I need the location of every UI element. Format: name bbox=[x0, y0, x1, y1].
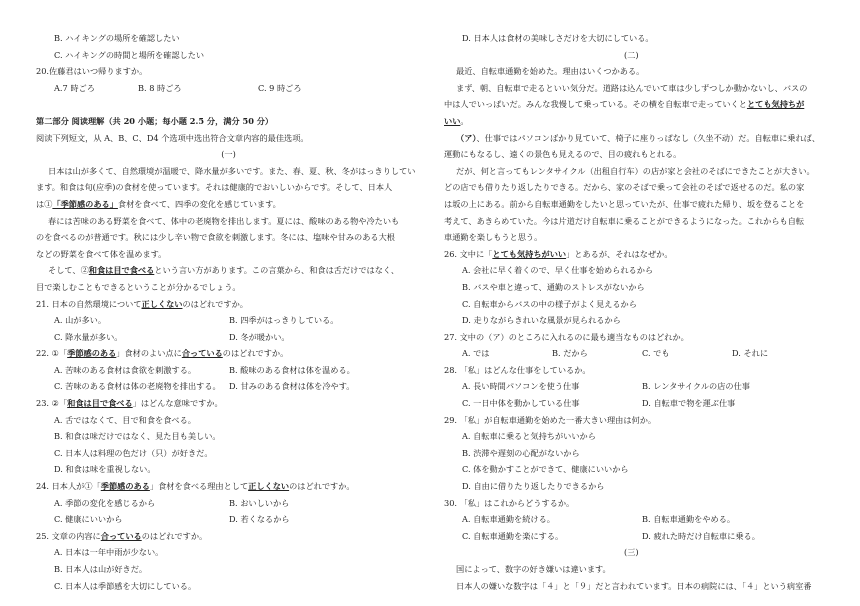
q27-option-d: D. それに bbox=[732, 348, 769, 359]
passage1-line: 春には苦味のある野菜を食べて、体中の老廃物を排出します。夏には、酸味のある物や冷たいも bbox=[48, 215, 400, 226]
underlined-phrase: 和食は目で食べる bbox=[88, 265, 155, 276]
q26-option-d: D. 走りながらきれいな風景が見られるから bbox=[462, 315, 621, 326]
q26-option-b: B. バスや車と違って、通勤のストレスがないから bbox=[462, 281, 645, 292]
q29-option-b: B. 渋滞や遅刻の心配がないから bbox=[462, 447, 580, 458]
passage2-line: 考えて、あきらめていた。今は片道だけ自転車に乗ることができるようになった。これからも自転 bbox=[444, 215, 805, 226]
passage1-line: などの野菜を食べて体を温めます。 bbox=[36, 248, 167, 259]
q21-option-b: B. 四季がはっきりしている。 bbox=[229, 315, 339, 326]
passage2-line: 運動にもなるし、遠くの景色も見えるので、目の疲れもとれる。 bbox=[444, 149, 682, 160]
passage2-line: 最近、自転車通勤を始めた。理由はいくつかある。 bbox=[456, 66, 645, 77]
q21-option-d: D. 冬が暖かい。 bbox=[229, 331, 290, 342]
underlined-phrase: 「季節感のある」 bbox=[52, 198, 118, 209]
right-column bbox=[444, 30, 828, 594]
q27-question: 27. 文中の（ア）のところに入れるのに最も適当なものはどれか。 bbox=[444, 331, 689, 342]
q22-options bbox=[36, 378, 421, 395]
q19-option-b: B. ハイキングの場所を確認したい bbox=[54, 33, 180, 43]
q22-options bbox=[36, 362, 421, 379]
q21-question: 21. 日本の自然環境について正しくないのはどれですか。 bbox=[36, 298, 248, 309]
q28-options bbox=[444, 378, 828, 395]
q28-option-a: A. 長い時間パソコンを使う仕事 bbox=[462, 381, 580, 392]
passage2-line: まず、朝、自転車で走るといい気分だ。道路は込んでいて車は少しずつしか動かないし、バスの bbox=[456, 82, 808, 93]
q21-option-a: A. 山が多い。 bbox=[54, 315, 107, 326]
passage1-line: そして、②和食は目で食べるという言い方があります。この言葉から、和食は舌だけではなく、 bbox=[48, 265, 400, 276]
q23-option-d: D. 和食は味を重視しない。 bbox=[54, 464, 156, 475]
q24-option-c: C. 健康にいいから bbox=[54, 514, 123, 525]
q21-option-c: C. 降水量が多い。 bbox=[54, 331, 123, 342]
passage2-line: いい。 bbox=[444, 115, 469, 126]
q25-question: 25. 文章の内容に合っているのはどれですか。 bbox=[36, 530, 208, 541]
q27-option-a: A. では bbox=[462, 348, 490, 359]
q30-question: 30. 「私」はこれからどうするか。 bbox=[444, 497, 575, 508]
q19-option-c: C. ハイキングの時間と場所を確認したい bbox=[54, 49, 205, 60]
q30-option-a: A. 自転車通勤を続ける。 bbox=[462, 514, 555, 525]
q23-option-a: A. 舌ではなくて、目で和食を食べる。 bbox=[54, 414, 196, 425]
section2-title: 第二部分 阅读理解（共 20 小题；每小题 2.5 分，满分 50 分） bbox=[36, 115, 274, 126]
q30-option-c: C. 自転車通勤を楽にする。 bbox=[462, 530, 564, 541]
passage2-line: （ア）、仕事ではパソコンばかり見ていて、椅子に座りっぱなし（久坐不动）だ。自転車に乗れば、 bbox=[456, 132, 821, 143]
q30-option-d: D. 疲れた時だけ自転車に乗る。 bbox=[642, 530, 760, 541]
q21-options bbox=[36, 329, 421, 346]
q29-question: 29. 「私」が自転車通勤を始めた一番大きい理由は何か。 bbox=[444, 414, 657, 425]
q24-options bbox=[36, 511, 421, 528]
q20-option-c: C. 9 時ごろ bbox=[258, 82, 302, 93]
q24-option-a: A. 季節の変化を感じるから bbox=[54, 497, 156, 508]
q26-question: 26. 文中に「とても気持ちがいい」とあるが、それはなぜか。 bbox=[444, 248, 673, 259]
q27-options bbox=[444, 345, 828, 362]
q20-option-b: B. 8 時ごろ bbox=[138, 82, 182, 93]
passage1-number: (一) bbox=[221, 149, 236, 160]
q28-option-b: B. レンタサイクルの店の仕事 bbox=[642, 381, 750, 392]
q24-options bbox=[36, 495, 421, 512]
q28-option-c: C. 一日中体を動かしている仕事 bbox=[462, 398, 580, 409]
q28-question: 28. 「私」はどんな仕事をしているか。 bbox=[444, 364, 591, 375]
q20-question: 20.佐藤君はいつ帰りますか。 bbox=[36, 66, 148, 77]
passage2-line: だが、何と言ってもレンタサイクル（出租自行车）の店が家と会社のそばにできたことが大きい。 bbox=[456, 165, 815, 176]
q30-options bbox=[444, 511, 828, 528]
q29-option-a: A. 自転車に乗ると気持ちがいいから bbox=[462, 431, 596, 442]
q26-option-a: A. 会社に早く着くので、早く仕事を始められるから bbox=[462, 265, 654, 276]
passage3-line: 国によって、数字の好き嫌いは違います。 bbox=[456, 564, 611, 574]
passage3-line: 日本人の嫌いな数字は「４」と「９」だと言われています。日本の病院には、「４」という病室番 bbox=[456, 580, 812, 591]
q21-options bbox=[36, 312, 421, 329]
q28-options bbox=[444, 395, 828, 412]
q25-option-d: D. 日本人は食材の美味しさだけを大切にしている。 bbox=[462, 33, 654, 43]
q22-question: 22. ①「季節感のある」食材のよい点に合っているのはどれですか。 bbox=[36, 348, 289, 359]
q23-question: 23. ②「和食は目で食べる」はどんな意味ですか。 bbox=[36, 398, 223, 409]
q22-option-b: B. 酸味のある食材は体を温める。 bbox=[229, 364, 355, 375]
q27-option-c: C. でも bbox=[642, 348, 670, 359]
passage3-number: (三) bbox=[624, 547, 639, 558]
q20-options bbox=[36, 80, 421, 97]
q24-option-b: B. おいしいから bbox=[229, 497, 290, 508]
passage1-line: ます。和食は旬(应季)の食材を使っています。それは健康的でおいしいからです。そして、日本人 bbox=[36, 182, 393, 193]
q29-option-c: C. 体を動かすことができて、健康にいいから bbox=[462, 464, 629, 475]
q24-question: 24. 日本人が①「季節感のある」食材を食べる理由として正しくないのはどれですか。 bbox=[36, 481, 355, 492]
passage1-line: のを食べるのが普通です。秋には少し辛い物で食欲を刺激します。冬には、塩味や甘みのある大根 bbox=[36, 232, 395, 243]
q25-option-c: C. 日本人は季節感を大切にしている。 bbox=[54, 580, 197, 591]
q25-option-a: A. 日本は一年中雨が少ない。 bbox=[54, 547, 164, 558]
passage1-line: 目で楽しむこともできるということが分かるでしょう。 bbox=[36, 281, 241, 292]
passage2-line: どの店でも借りたり返したりできる。だから、家のそばで乗って会社のそばで返せるのだ。私の家 bbox=[444, 182, 805, 193]
q30-option-b: B. 自転車通勤をやめる。 bbox=[642, 514, 736, 525]
passage1-line: 日本は山が多くて、自然環境が温暖で、降水量が多いです。また、春、夏、秋、冬がはっきりしてい bbox=[48, 165, 416, 176]
passage1-line: は①「季節感のある」食材を食べて、四季の変化を感じています。 bbox=[36, 198, 281, 209]
q20-option-a: A.7 時ごろ bbox=[54, 82, 95, 93]
q24-option-d: D. 若くなるから bbox=[229, 514, 290, 525]
q26-option-c: C. 自転車からバスの中の様子がよく見えるから bbox=[462, 298, 637, 309]
q29-option-d: D. 自由に借りたり返したりできるから bbox=[462, 481, 605, 492]
q22-option-a: A. 苦味のある食材は食欲を刺激する。 bbox=[54, 364, 197, 375]
passage2-line: は坂の上にある。前から自転車通勤をしたいと思っていたが、仕事で疲れた帰り、坂を登ることを bbox=[444, 198, 805, 209]
q27-option-b: B. だから bbox=[552, 348, 588, 359]
q22-option-d: D. 甘みのある食材は体を冷やす。 bbox=[229, 381, 355, 392]
underlined-phrase: とても気持ちが bbox=[746, 99, 805, 110]
left-column bbox=[36, 30, 421, 594]
q28-option-d: D. 自転車で物を運ぶ仕事 bbox=[642, 398, 736, 409]
q23-option-c: C. 日本人は料理の色だけ（只）が好きだ。 bbox=[54, 447, 213, 458]
passage2-line: 車通勤を楽しもうと思う。 bbox=[444, 232, 543, 243]
passage2-line: 中は人でいっぱいだ。みんな我慢して乗っている。その横を自転車で走っていくととても気持ちが bbox=[444, 99, 805, 110]
section2-instructions: 阅读下列短文，从 A、B、C、D4 个选项中选出符合文章内容的最佳选项。 bbox=[36, 132, 309, 143]
q23-option-b: B. 和食は味だけではなく、見た目も美しい。 bbox=[54, 431, 221, 442]
q22-option-c: C. 苦味のある食材は体の老廃物を排出する。 bbox=[54, 381, 221, 392]
q30-options bbox=[444, 528, 828, 545]
q25-option-b: B. 日本人は山が好きだ。 bbox=[54, 564, 148, 574]
passage2-number: (二) bbox=[624, 49, 639, 60]
